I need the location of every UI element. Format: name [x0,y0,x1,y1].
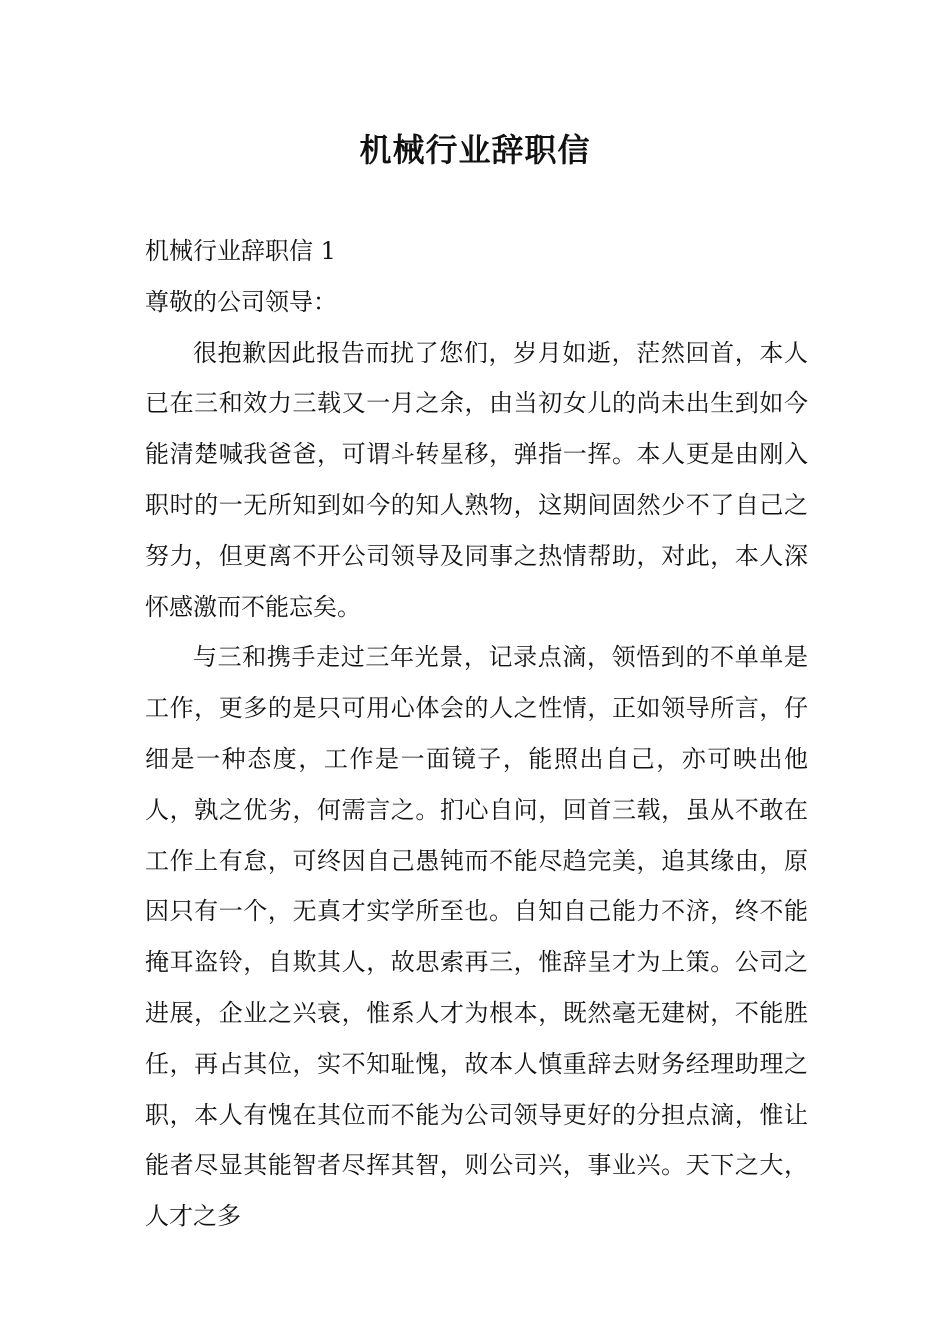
letter-salutation: 尊敬的公司领导： [145,287,337,316]
letter-subtitle: 机械行业辞职信 1 [145,237,336,265]
paragraph-1: 很抱歉因此报告而扰了您们，岁月如逝，茫然回首，本人已在三和效力三载又一月之余，由当初女儿的尚未出生到如今能清楚喊我爸爸，可谓斗转星移，弹指一挥。本人更是由刚入职时的一无所知到如今的知人熟物，这期间固然少不了自己之努力，但更离不开公司领导及同事之热情帮助，对此，本人深怀感激而不能忘矣。 [145,338,808,621]
document-title: 机械行业辞职信 [359,131,591,169]
paragraph-2: 与三和携手走过三年光景，记录点滴，领悟到的不单单是工作，更多的是只可用心体会的人之性情，正如领导所言，仔细是一种态度，工作是一面镜子，能照出自己，亦可映出他人，孰之优劣，何需言之。扪心自问，回首三载，虽从不敢在工作上有怠，可终因自己愚钝而不能尽趋完美，追其缘由，原因只有一个，无真才实学所至也。自知自己能力不济，终不能掩耳盗铃，自欺其人，故思索再三，惟辞呈才为上策。公司之进展，企业之兴衰，惟系人才为根本，既然毫无建树，不能胜任，再占其位，实不知耻愧，故本人慎重辞去财务经理助理之职，本人有愧在其位而不能为公司领导更好的分担点滴，惟让能者尽显其能智者尽挥其智，则公司兴，事业兴。天下之大，人才之多 [145,643,808,1231]
document-body [145,226,808,1242]
